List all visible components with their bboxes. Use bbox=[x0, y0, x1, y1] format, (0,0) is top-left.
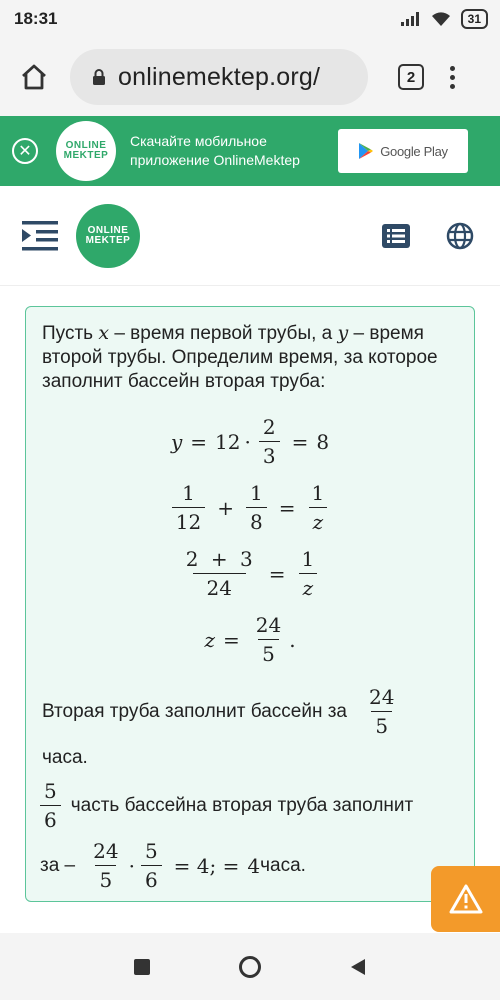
conclusion-line-3: $\frac{5}{6}$ часть бассейна вторая труба заполнит bbox=[40, 779, 460, 832]
site-header bbox=[0, 186, 500, 286]
android-nav-bar bbox=[0, 933, 500, 1000]
conclusion-line-1: Вторая труба заполнит бассейн за $\frac{24}{5}$ bbox=[42, 685, 395, 738]
equation-combined: $\frac{2 + 3}{24}$ = $\frac{1}{z}$ bbox=[26, 547, 474, 600]
conclusion-line-2: часа. bbox=[42, 747, 88, 768]
browser-menu-icon[interactable] bbox=[450, 66, 455, 89]
app-download-banner bbox=[0, 116, 500, 186]
back-icon[interactable] bbox=[350, 958, 366, 976]
status-icons bbox=[401, 9, 488, 29]
browser-toolbar bbox=[0, 38, 500, 116]
solution-intro: Пусть x – время первой трубы, а y – время второй трубы. Определим время, за которое заполнит бассейн вторая труба: bbox=[42, 322, 438, 392]
home-nav-icon[interactable] bbox=[239, 956, 261, 978]
tab-switcher-button[interactable]: 2 bbox=[398, 64, 424, 90]
site-logo[interactable]: ONLINE MEKTEP bbox=[76, 204, 140, 268]
signal-icon bbox=[401, 12, 421, 26]
solution-card bbox=[25, 306, 475, 902]
battery-level: 31 bbox=[467, 12, 481, 26]
banner-text: Скачайте мобильное приложение OnlineMektep bbox=[130, 133, 300, 168]
conclusion-line-4: за – $\frac{24}{5}$ · $\frac{5}{6}$ = 4; = 4 часа. bbox=[40, 839, 306, 892]
home-icon bbox=[19, 62, 49, 92]
home-button[interactable] bbox=[14, 57, 54, 97]
list-icon[interactable] bbox=[382, 224, 410, 248]
close-icon[interactable]: ✕ bbox=[12, 138, 38, 164]
equation-z: z = $\frac{24}{5}$ . bbox=[204, 613, 296, 666]
url-text: onlinemektep.org/ bbox=[118, 62, 321, 91]
header-actions bbox=[382, 222, 474, 250]
lock-icon bbox=[92, 68, 106, 86]
warning-icon bbox=[449, 884, 483, 914]
report-button[interactable] bbox=[431, 866, 500, 932]
battery-indicator bbox=[461, 9, 488, 29]
google-play-icon bbox=[358, 142, 374, 160]
google-play-button[interactable]: Google Play bbox=[338, 129, 468, 173]
globe-icon[interactable] bbox=[446, 222, 474, 250]
address-bar[interactable] bbox=[70, 49, 368, 105]
wifi-icon bbox=[431, 11, 451, 27]
equation-y: y = 12 · $\frac{2}{3}$ = 8 bbox=[170, 415, 330, 468]
equation-sum: $\frac{1}{12}$ + $\frac{1}{8}$ = $\frac{1}{z}$ bbox=[26, 481, 474, 534]
banner-logo: ONLINE MEKTEP bbox=[56, 121, 116, 181]
status-bar bbox=[0, 0, 500, 38]
recent-apps-icon[interactable] bbox=[134, 959, 150, 975]
sidebar-toggle-icon[interactable] bbox=[22, 221, 60, 251]
status-time: 18:31 bbox=[14, 9, 58, 28]
